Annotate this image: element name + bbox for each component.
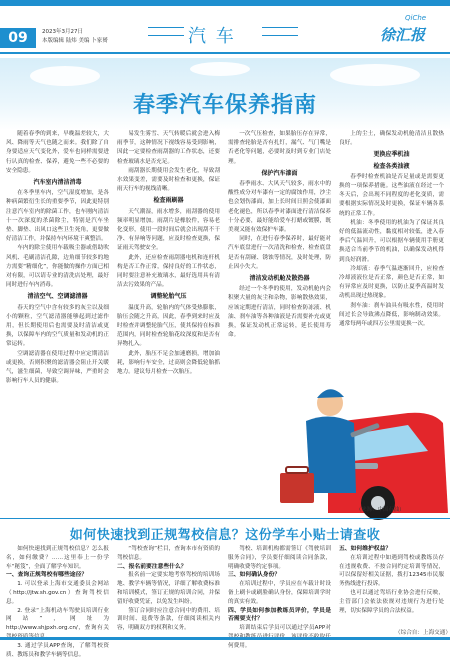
main-headline: 春季汽车保养指南: [132, 93, 317, 118]
paragraph: 一次气压检查，如果胎压存在异常，需排查轮胎是否有扎钉，漏气、气门嘴是否老化等问题，必要时及时到专业门店处理。: [228, 131, 331, 165]
subheading: 二、报名前要注意些什么？: [117, 563, 187, 570]
subheading: 清洁空气、空调滤清器: [27, 293, 88, 301]
paragraph: 此外，还应检查雨刮器电机和连杆机构是否工作正常，保持良好的工作状态，同时要注意补充玻璃水，最好选用具有清洁去污效果的产品。: [117, 254, 220, 289]
subheading: 三、如何确认身份？: [228, 572, 281, 579]
paragraph: 雨刮器长期使用会发生老化，导致刮水效果变差，需要及时检查和更换，保证雨天行车的视线清晰。: [117, 167, 220, 193]
paragraph: 经过一个冬季的使用，发动机舱内会积聚大量的灰尘和杂物，影响散热效果，应该定期进行清洁，同时检查防冻液、机油、刹车油等各种油液是否需要补充或更换，保证发动机正常运转，延长使用寿命。: [228, 286, 331, 339]
second-article-column-1: [6, 545, 109, 658]
second-article-source: （综合自：上海交通）: [395, 630, 451, 636]
paragraph: 温度升高，轮胎内的气体受热膨胀，胎压会随之升高，因此，春季到来时应及时检查并调整轮胎气压，使其保持在标准范围内，同时检查轮胎花纹深度和是否有异物扎入。: [117, 304, 220, 348]
subheading: 汽车室内清洁消毒: [33, 179, 82, 187]
paragraph: 如何快速找到正规驾校信息？怎么报名，如何缴费？……这里奉上一份学车“秘笈”，全面了解学车知识。: [6, 546, 109, 570]
second-article-column-3: [228, 545, 331, 649]
section-title: 汽 车: [188, 26, 236, 47]
paragraph: 上的尘土，确保发动机舱清洁且散热良好。: [339, 131, 444, 147]
paragraph: 空调滤清器在使用过程中应定期清洁或更换，否则积聚的滤清器会阻止开关暖气，滋生细菌，导致空调异味，严重时会影响行车人员的健康。: [6, 350, 109, 385]
paragraph: 报名前一定要实地考察驾校的培训场地、教学车辆等情况，详细了解收费标准和培训模式，签订正规的培训合同，并保留好收费凭证，以免发生纠纷。: [117, 572, 220, 605]
paragraph: 2. 登录“上海机动车驾驶员培训行业网站”，网址为 http://www.shjpxh.org.cn/，查询有关: [6, 607, 109, 632]
story-divider: [0, 518, 450, 519]
masthead-rule: [0, 52, 450, 54]
image-credit: （来源：中国石油）: [356, 507, 405, 513]
paragraph: 冷却液：春季气温逐渐回升，应检查冷却液液位是否正常，颜色是否正常，如有异常应及时更换，以防止夏季高温时发动机出现过热现象。: [339, 265, 444, 300]
paragraph: 培训结束后学员可以通过学员APP对 何费用。: [228, 625, 331, 649]
section-ornament-right: [262, 27, 298, 36]
article-column-4: [339, 130, 444, 342]
cloud-shape: [30, 66, 100, 86]
paragraph: 易发生雾雪、天气转暖后就会进入梅雨季节，这种情况下视线容易受到影响，因此一定要检查雨刮器的工作状态，还要检查玻璃水是否充足。: [117, 131, 220, 165]
footer-stripe: [0, 637, 450, 640]
paragraph: 春天的空气中含有较多的灰尘以及细小的颗粒，空气滤清器能够起到过滤作用，但长期使用后也需要及时清洁或更换，以保障车内的空气质量和发动机的正常运转。: [6, 304, 109, 348]
paragraph: 刹车油：刹车油具有吸水性，使用时间过长会导致沸点降低，影响制动效果。通常每两年或四万公里需更换一次。: [339, 302, 444, 328]
second-article-column-4: [339, 545, 444, 627]
masthead-stripe: [0, 0, 450, 6]
paragraph: 春季时检查机油是否足量或是需要更换的一项保养措施。这些油液在经过一个冬天后，会出现不同程度的老化变质，需要根据实际情况及时更换，保证车辆各系统的正常工作。: [339, 173, 444, 217]
paragraph: 也可以通过驾培行业协会进行反映，主管部门会依法依规对违规行为进行处理，切实保障学员的合法权益。: [339, 589, 444, 614]
page-number: 09: [0, 28, 36, 48]
paragraph: 春季雨水、大风天气较多，雨水中的酸性成分对车漆有一定的腐蚀作用，沙尘也会划伤漆面，加上长时间日照会使漆面老化褪色，所以春季对漆面进行清洁保养十分必要，最好能给爱车打蜡或镀膜，既美观又能有效保护车漆。: [228, 181, 331, 234]
paragraph: 签订合同时应注意合同中的费用、培训时间、退费等条款，仔细阅读相关内容，明确双方的权利和义务。: [117, 607, 220, 632]
cloud-shape: [190, 62, 250, 76]
subheading: 保护汽车漆面: [261, 169, 298, 177]
article-column-3: [228, 130, 331, 342]
paragraph: “驾校查询”栏目，查询本市有资质的驾校信息。: [117, 546, 220, 561]
paragraph: 机油：冬季使用的机油为了保证其良好的低温流动性，黏度相对较低，进入春季后气温回升，可以根据车辆使用手册更换适合当前季节的机油，以确保发动机得到良好润滑。: [339, 219, 444, 263]
paragraph: 在培训过程中，学员应在车载计时设备上刷卡或刷脸确认身份，保障培训学时的真实有效。: [228, 581, 331, 605]
second-headline: 如何快速找到正规驾校信息？这份学车小贴士请查收: [69, 528, 381, 543]
editor-credits: 本版编辑 陆炜 美编 卜家赟: [42, 38, 108, 44]
masthead: [0, 0, 450, 58]
paragraph: 天气潮湿，雨水增多，雨刮器的使用频率明显增加。雨刮片是橡胶件，容易老化变形，使用一段时间后就会出现刮不干净、有异响等问题，应及时检查更换，保证雨天驾驶安全。: [117, 208, 220, 252]
subheading: 四、学员如何参加教练员评价，学员是否需要支付？: [228, 607, 331, 623]
subheading: 调整轮胎气压: [150, 293, 187, 301]
issue-date: 2023年3月27日: [42, 29, 83, 35]
toolbox-handle-icon: [286, 467, 308, 473]
subheading: 检查雨刷器: [153, 197, 184, 205]
subheading: 五、如何维护权益？: [339, 546, 392, 552]
subheading: 一、查询正规驾校有哪些途径？: [6, 572, 88, 579]
cloud-shape: [330, 64, 420, 86]
section-ornament-left: [148, 27, 184, 36]
paragraph: 车内的除尘使用车载吸尘器或借助吹风机、毛刷清洁孔隙，边角细节较多的地方需要“精细化”，你能做的操作方面已相对有限，可以请专业的清洗店处理，最好同时进行车内消毒。: [6, 245, 109, 289]
article-column-2: [117, 130, 220, 516]
car-mechanic-illustration: [258, 343, 450, 520]
paragraph: 1. 可以登录上海市交通委员会网站（http://jtw.sh.gov.cn）查询驾校信息。: [6, 581, 109, 605]
newspaper-logo: 徐汇报: [380, 26, 426, 44]
paragraph: 在培训过程中如遇到驾校或教练员存在违规收费、不按合同约定培训等情况，可以保留好相关证据，拨打12345市民服务热线进行投诉。: [339, 554, 444, 588]
second-article-column-2: [117, 545, 220, 635]
mechanic-cap-icon: [317, 389, 344, 398]
article-column-1: [6, 130, 109, 516]
paragraph: 在冬季里车内，空气湿度增加，是各种病菌繁衍生长的重要季节，因此更特别注意汽车室内的除菌工作，也车刚内清洁十一次深度的杀菌除尘，特别是汽车坐垫、脚垫、出风口这些卫生死角，更要做好清洁工作，并保持车内环境干爽整洁。: [6, 190, 109, 243]
subheading: 清洁发动机舱及散热器: [249, 275, 310, 283]
subheading: 更换应季机油: [373, 151, 410, 159]
paragraph: 同时，在进行春季保养时，最好能对汽车底盘进行一次清洗和检查，检查底盘是否有刮碰、锈蚀等情况，及时处理，防止因小失大。: [228, 236, 331, 270]
paragraph: 3. 通过学员APP查询，了解驾校资质、教练员和教学车辆等信息。: [6, 642, 109, 658]
paragraph: 驾校、培训机构都需签订《驾驶培训服务合同》，学员要仔细阅读合同条款，明确收费等约定事项。: [228, 546, 331, 570]
paragraph: 随着春季的到来，早晚温差较大，大风、降雨等天气也随之而来。我们除了自身要适应天气变化外，爱车也同样需要进行认真的检查、保养，避免一些不必要的安全隐患。: [6, 131, 109, 174]
section-title-en: QiChe: [405, 14, 427, 22]
subheading: 检查各类油液: [373, 162, 410, 170]
paragraph: 此外，胎压不足会加速磨损，增加油耗，影响行车安全，过高则会降低轮胎抓地力。建议每月检查一次胎压。: [117, 350, 220, 376]
toolbox-icon: [280, 473, 314, 503]
